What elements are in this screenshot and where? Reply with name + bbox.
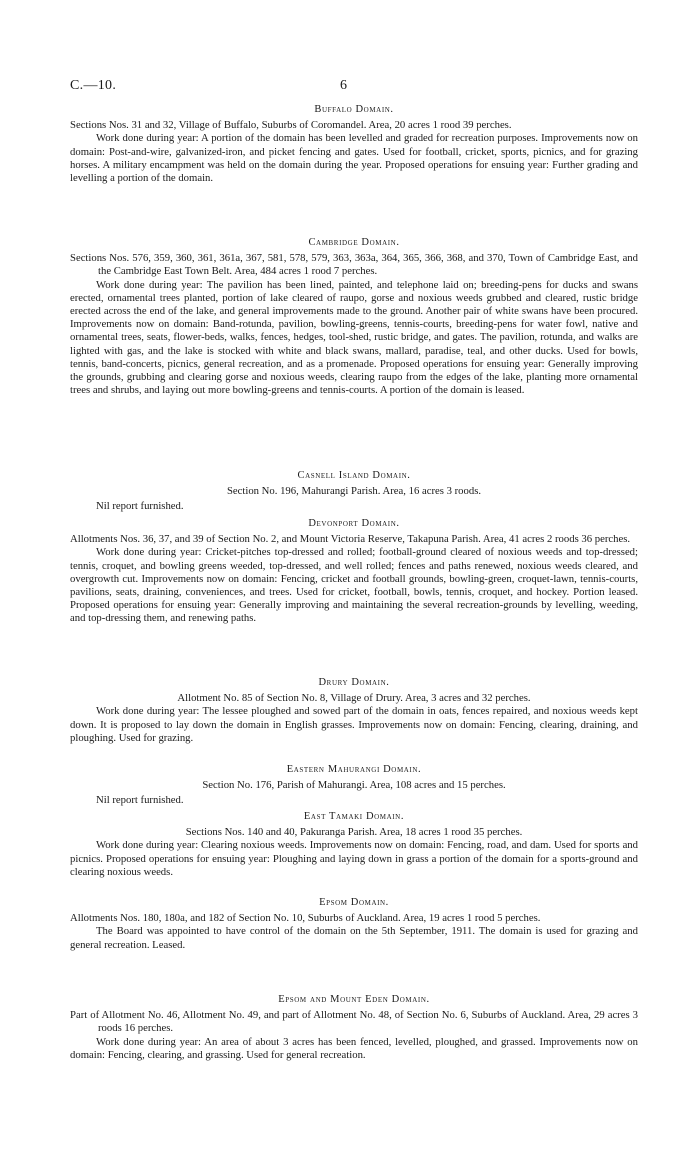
section-casnell-island-domain xyxy=(70,469,638,514)
section-drury-domain xyxy=(70,676,638,745)
section-title: Epsom and Mount Eden Domain. xyxy=(278,994,430,1005)
section-location: Sections Nos. 31 and 32, Village of Buffalo, Suburbs of Coromandel. Area, 20 acres 1 rood 39 perches. xyxy=(70,119,512,132)
page-header xyxy=(70,78,638,98)
section-title: East Tamaki Domain. xyxy=(303,811,405,822)
section-body: Work done during year: The lessee ploughed and sowed part of the domain in oats, fences repaired, and noxious weeds kept down. It is proposed to lay down the domain in English grasses. Improvements now on domain: Fencing, clearing, draining, and ploughing. Used for grazing. xyxy=(70,705,638,744)
section-body: Work done during year: A portion of the domain has been levelled and graded for recreation purposes. Improvements now on domain: Post-and-wire, galvanized-iron, and picket fencing and gates. Used for football, cricket, sports, picnics, and for grazing horses. A military encampment was held on the domain during the year. Proposed operations for ensuing year: Further grading and levelling a portion of the domain. xyxy=(70,132,638,185)
section-body: Work done during year: The pavilion has been lined, painted, and telephone laid on; breeding-pens for ducks and swans erected, ornamental trees planted, portion of lake cleared of raupo, gorse and noxious weeds grubbed and cleared, rustic bridge erected across the end of the lake, and general improvements made to the ground. Another pair of white swans have been procured. Improvements now on domain: Band-rotunda, pavilion, bowling-greens, tennis-courts, breeding-pens for water fowl, native and ornamental trees, seats, flower-beds, walks, fences, hedges, tool-shed, rustic bridge, and gates. The pavilion, rotunda, and walks are lighted with gas, and the lake is stocked with white and black swans, mallard, paradise, teal, and other ducks. Used for bowls, tennis, band-concerts, picnics, general recreation, and as a promenade. Proposed operations for ensuing year: Generally improving the grounds, grubbing and clearing gorse and noxious weeds, clearing raupo from the edges of the lake, planting more ornamental trees and shrubs, and laying out more bowling-greens and tennis-courts. A portion of the domain is leased. xyxy=(70,278,638,397)
section-title: Cambridge Domain. xyxy=(308,237,400,248)
section-body: Work done during year: An area of about 3 acres has been fenced, levelled, ploughed, and grassed. Improvements now on domain: Fencing, clearing, and grassing. Used for general recreation. xyxy=(70,1035,638,1061)
section-title: Epsom Domain. xyxy=(319,897,389,908)
document-code: C.—10. xyxy=(70,78,117,93)
section-body: The Board was appointed to have control of the domain on the 5th September, 1911. The domain is used for grazing and general recreation. Leased. xyxy=(70,925,638,951)
section-body: Work done during year: Clearing noxious weeds. Improvements now on domain: Fencing, road, and dam. Used for sports and picnics. Proposed operations for ensuing year: Ploughing and laying down in grass a portion of the domain for a sports-ground and clearing noxious weeds. xyxy=(70,839,638,878)
section-title: Drury Domain. xyxy=(318,677,390,688)
section-title: Casnell Island Domain. xyxy=(297,470,411,481)
section-buffalo-domain xyxy=(70,103,638,185)
section-title: Devonport Domain. xyxy=(308,518,400,529)
section-cambridge-domain xyxy=(70,236,638,397)
section-body: Nil report furnished. xyxy=(96,500,184,513)
section-eastern-mahurangi-domain xyxy=(70,763,638,808)
section-epsom-domain xyxy=(70,896,638,952)
section-location: Section No. 176, Parish of Mahurangi. Area, 108 acres and 15 perches. xyxy=(202,779,506,792)
section-east-tamaki-domain xyxy=(70,810,638,879)
section-location: Sections Nos. 140 and 40, Pakuranga Parish. Area, 18 acres 1 rood 35 perches. xyxy=(185,826,523,839)
section-devonport-domain xyxy=(70,517,638,626)
section-location: Allotments Nos. 180, 180a, and 182 of Section No. 10, Suburbs of Auckland. Area, 19 acres 1 rood 5 perches. xyxy=(70,912,541,925)
section-body: Nil report furnished. xyxy=(96,794,184,807)
section-location: Allotments Nos. 36, 37, and 39 of Section No. 2, and Mount Victoria Reserve, Takapuna Parish. Area, 41 acres 2 roods 36 perches. xyxy=(70,533,631,546)
section-location: Allotment No. 85 of Section No. 8, Village of Drury. Area, 3 acres and 32 perches. xyxy=(177,692,531,705)
section-title: Eastern Mahurangi Domain. xyxy=(286,764,422,775)
section-title: Buffalo Domain. xyxy=(314,104,394,115)
section-body: Work done during year: Cricket-pitches top-dressed and rolled; football-ground cleared of noxious weeds and top-dressed; tennis, croquet, and bowling greens weeded, top-dressed, and well rolled; fences and paths renewed, noxious weeds cleared, and overgrowth cut. Improvements now on domain: Fencing, cricket and football grounds, bowling-green, croquet-lawn, tennis-courts, pavilions, seats, draining, conveniences, and trees. Used for cricket, football, bowls, tennis, croquet, and hockey. Portion leased. Proposed operations for ensuing year: Generally improving and maintaining the several recreation-grounds by levelling, weeding, and top-dressing them, and renewing paths. xyxy=(70,546,638,625)
section-location: Sections Nos. 576, 359, 360, 361, 361a, 367, 581, 578, 579, 363, 363a, 364, 365, 366, 368, and 370, Town of Cambridge East, and the Cambridge East Town Belt. Area, 484 acres 1 rood 7 perches. xyxy=(70,252,638,278)
section-location: Part of Allotment No. 46, Allotment No. 49, and part of Allotment No. 48, of Section No. 6, Suburbs of Auckland. Area, 29 acres 3 roods 16 perches. xyxy=(70,1009,638,1035)
section-location: Section No. 196, Mahurangi Parish. Area, 16 acres 3 roods. xyxy=(226,485,482,498)
page-number: 6 xyxy=(340,78,347,93)
section-epsom-mount-eden-domain xyxy=(70,993,638,1062)
